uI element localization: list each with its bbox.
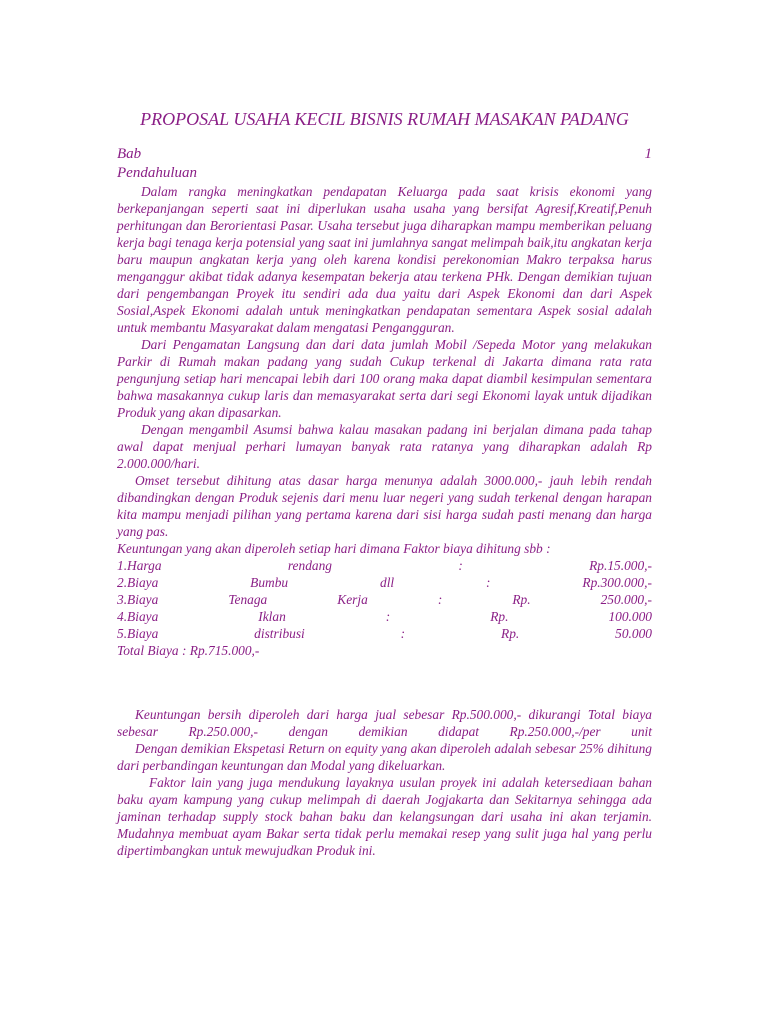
- cost-row: [117, 557, 652, 574]
- paragraph-omset: Omset tersebut dihitung atas dasar harga menunya adalah 3000.000,- jauh lebih rendah dibandingkan dengan Produk sejenis dari menu luar negeri yang sudah terkenal dengan harapan kita mampu menjadi pilihan yang pertama karena dari sisi harga sudah pasti menang dan harga yang pas.: [117, 473, 652, 539]
- paragraph-profit-intro: Keuntungan yang akan diperoleh setiap hari dimana Faktor biaya dihitung sbb :: [117, 541, 551, 556]
- cost-cell: :: [458, 558, 463, 573]
- cost-row: [117, 574, 652, 591]
- cost-cell: 4.Biaya: [117, 609, 159, 624]
- paragraph-observation: Dari Pengamatan Langsung dan dari data jumlah Mobil /Sepeda Motor yang melakukan Parkir di Rumah makan padang yang sudah Cukup terkenal di Jakarta dimana rata rata pengunjung setiap hari mencapai lebih dari 100 orang maka dapat diambil kesimpulan sementara bahwa masakannya cukup laris dan memasyarakat serta dari segi Ekonomi layak untuk dijadikan Produk yang akan dipasarkan.: [117, 337, 652, 420]
- cost-list: [117, 557, 652, 642]
- cost-cell: 2.Biaya: [117, 575, 159, 590]
- cost-cell: 5.Biaya: [117, 626, 159, 641]
- cost-cell: 3.Biaya: [117, 592, 159, 607]
- document-title: PROPOSAL USAHA KECIL BISNIS RUMAH MASAKAN PADANG: [140, 109, 629, 129]
- cost-cell: Rp.15.000,-: [589, 558, 652, 573]
- paragraph-roe: Dengan demikian Ekspetasi Return on equity yang akan diperoleh adalah sebesar 25% dihitung dari perbandingan keuntungan dan Modal yang dikeluarkan.: [117, 741, 652, 773]
- cost-cell: Kerja: [337, 592, 368, 607]
- paragraph-assumption: Dengan mengambil Asumsi bahwa kalau masakan padang ini berjalan dimana pada tahap awal dapat menjual perhari lumayan banyak rata ratanya yang diharapkan adalah Rp 2.000.000/hari.: [117, 422, 652, 471]
- chapter-name: Pendahuluan: [117, 165, 197, 181]
- chapter-number: 1: [644, 146, 652, 162]
- chapter-label: Bab: [117, 146, 142, 162]
- paragraph-supply: Faktor lain yang juga mendukung layaknya usulan proyek ini adalah ketersediaan bahan baku ayam kampung yang cukup melimpah di daerah Jogjakarta dan Sekitarnya sehingga ada jaminan terhadap supply stock bahan baku dan kelangsungan dari usaha ini akan terjamin. Mudahnya membuat ayam Bakar serta tidak perlu memakai resep yang sulit juga hal yang perlu dipertimbangkan untuk mewujudkan Produk ini.: [117, 775, 652, 858]
- cost-row: [117, 625, 652, 642]
- cost-cell: Iklan: [258, 609, 286, 624]
- cost-row: [117, 591, 652, 608]
- cost-cell: Tenaga: [228, 592, 268, 607]
- cost-cell: :: [400, 626, 406, 641]
- cost-cell: Bumbu: [250, 575, 289, 590]
- chapter-heading: [117, 145, 652, 183]
- cost-cell: 1.Harga: [117, 558, 162, 573]
- cost-cell: Rp.: [512, 592, 531, 607]
- cost-cell: Rp.: [490, 609, 509, 624]
- cost-cell: distribusi: [254, 626, 305, 641]
- document-page: [117, 108, 652, 859]
- paragraph-intro: Dalam rangka meningkatkan pendapatan Keluarga pada saat krisis ekonomi yang berkepanjangan seperti saat ini diperlukan usaha usaha yang bersifat Agresif,Kreatif,Penuh perhitungan dan Berorientasi Pasar. Usaha tersebut juga diharapkan mampu memberikan peluang kerja bagi tenaga kerja potensial yang saat ini jumlahnya sangat melimpah baik,itu angkatan kerja baru maupun angkatan kerja yang oleh karena kondisi perekonomian Makro terpaksa harus menganggur akibat tidak adanya kesempatan bekerja atau terkena PHk. Dengan demikian tujuan dari pengembangan Proyek itu sendiri ada dua yaitu dari Aspek Ekonomi dan dari Aspek Sosial,Aspek Ekonomi adalah untuk meningkatkan pendapatan sementara Aspek sosial adalah untuk membantu Masyarakat dalam mengatasi Pengangguran.: [117, 184, 652, 335]
- cost-cell: 50.000: [615, 626, 652, 641]
- cost-cell: 100.000: [608, 609, 652, 624]
- spacer: [117, 659, 652, 706]
- cost-cell: rendang: [287, 558, 332, 573]
- cost-cell: :: [486, 575, 491, 590]
- cost-cell: 250.000,-: [600, 592, 652, 607]
- cost-cell: Rp.300.000,-: [582, 575, 652, 590]
- cost-cell: Rp.: [501, 626, 520, 641]
- paragraph-net-profit: Keuntungan bersih diperoleh dari harga jual sebesar Rp.500.000,- dikurangi Total biaya sebesar Rp.250.000,- dengan demikian didapat Rp.250.000,-/per unit: [117, 707, 652, 739]
- cost-cell: :: [385, 609, 391, 624]
- cost-cell: dll: [380, 575, 395, 590]
- cost-cell: :: [437, 592, 443, 607]
- cost-row: [117, 608, 652, 625]
- total-cost: Total Biaya : Rp.715.000,-: [117, 643, 260, 658]
